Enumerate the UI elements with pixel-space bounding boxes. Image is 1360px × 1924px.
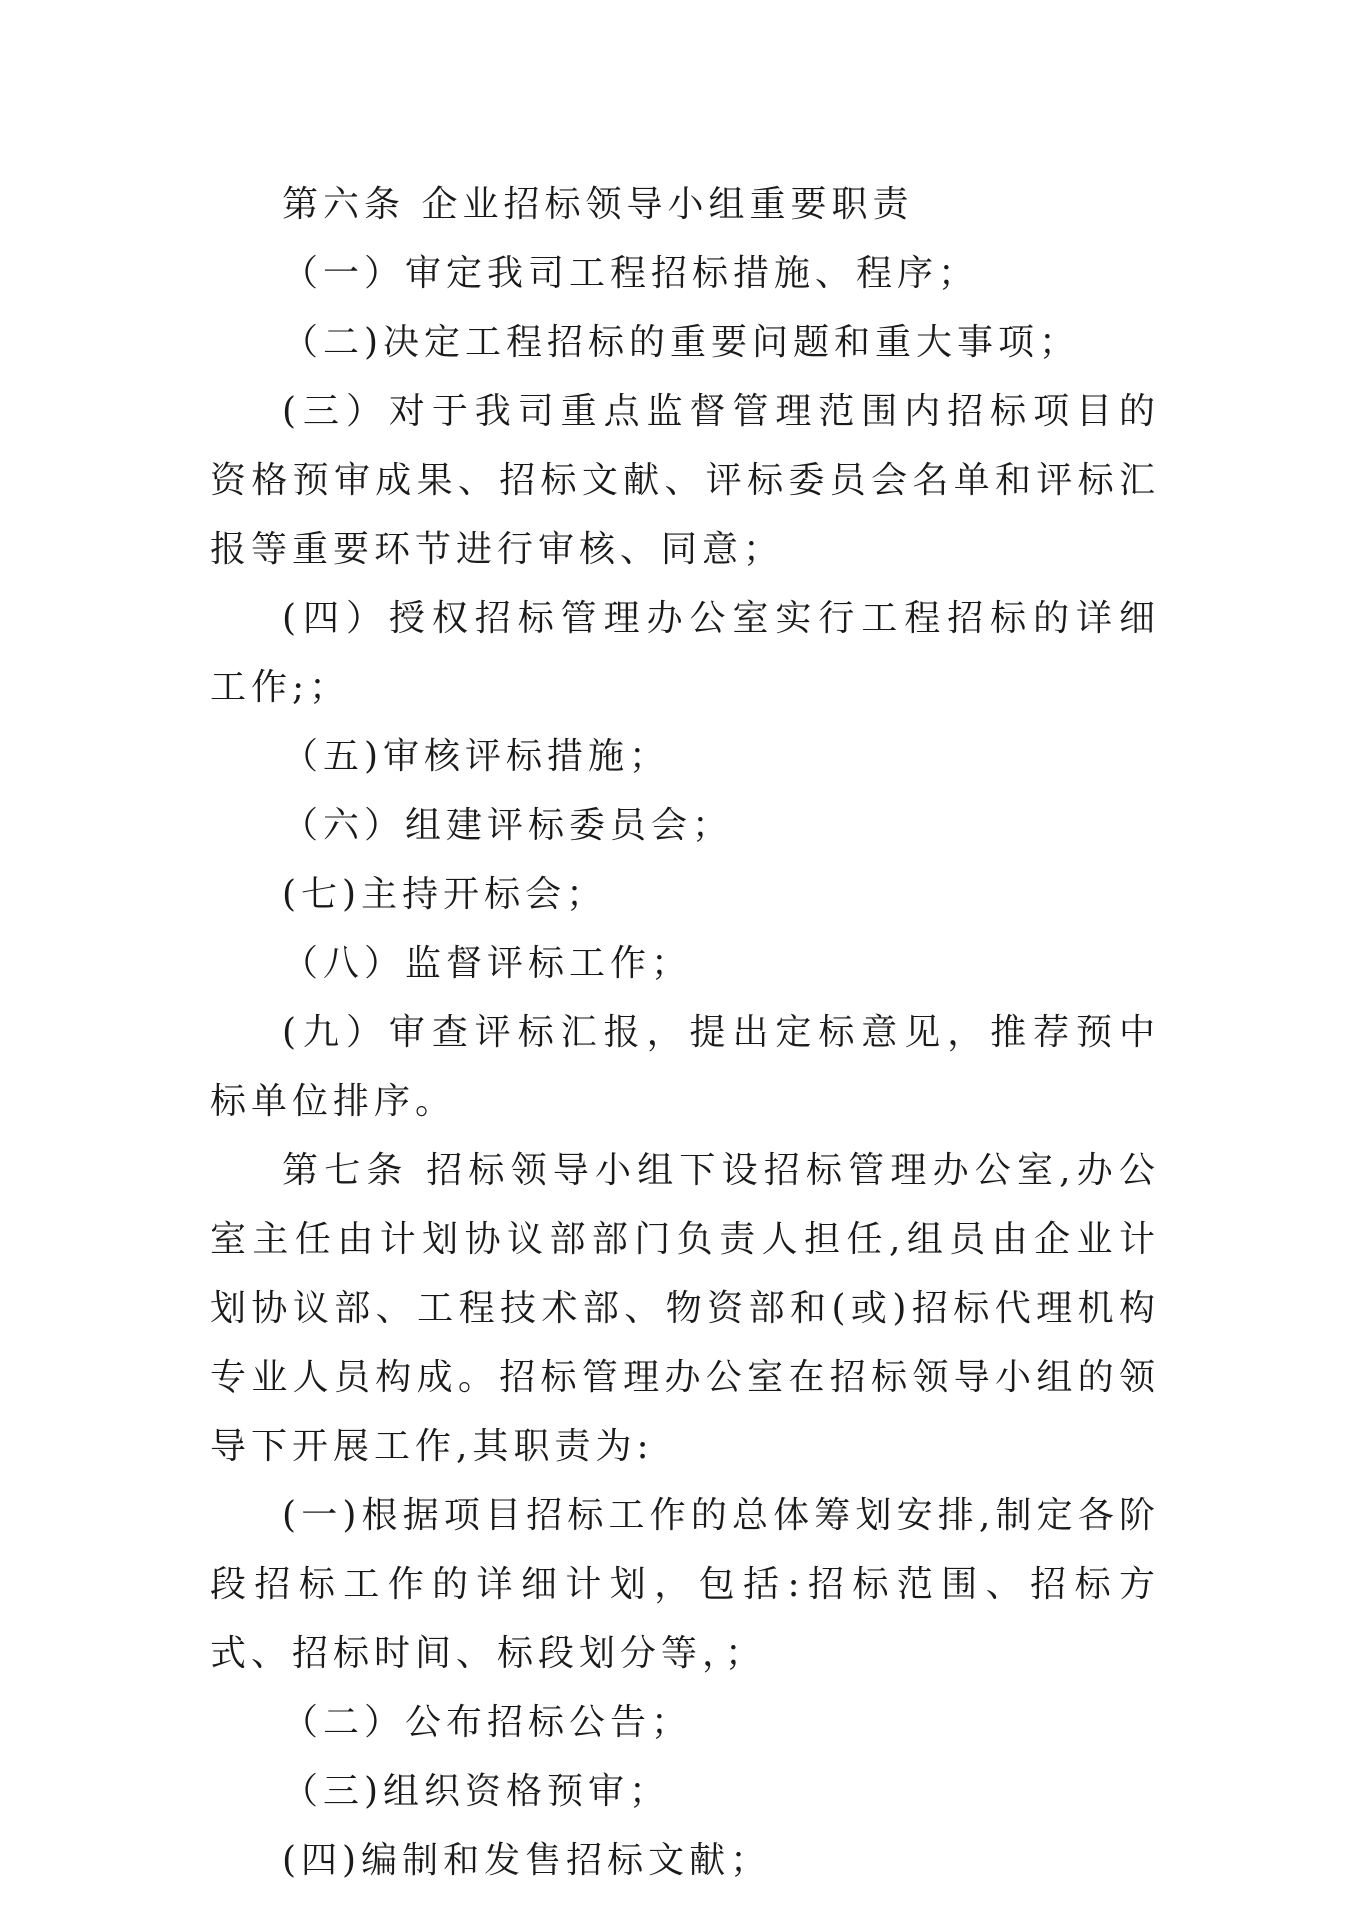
article-7-item-3: （三)组织资格预审； <box>282 1771 671 1812</box>
article-6-item-7: (七)主持开标会； <box>282 874 608 915</box>
document-body <box>210 170 1160 1895</box>
article-6-item-8: （八）监督评标工作； <box>282 943 693 984</box>
article-6-item-4: (四）授权招标管理办公室实行工程招标的详细工作;； <box>210 598 1160 708</box>
article-6-item-1: （一）审定我司工程招标措施、程序； <box>282 253 980 294</box>
article-6-heading: 第六条 企业招标领导小组重要职责 <box>282 184 914 225</box>
article-6-item-2: （二)决定工程招标的重要问题和重大事项； <box>282 322 1081 363</box>
article-7-item-2: （二）公布招标公告； <box>282 1702 693 1743</box>
article-6-item-6: （六）组建评标委员会； <box>282 805 734 846</box>
article-7-item-1: (一)根据项目招标工作的总体筹划安排,制定各阶段招标工作的详细计划，包括:招标范围、招标方式、招标时间、标段划分等，； <box>210 1495 1160 1674</box>
article-7-item-4: (四)编制和发售招标文献； <box>282 1840 772 1881</box>
article-7-paragraph: 第七条 招标领导小组下设招标管理办公室,办公室主任由计划协议部部门负责人担任,组员由企业计划协议部、工程技术部、物资部和(或)招标代理机构专业人员构成。招标管理办公室在招标领导小组的领导下开展工作,其职责为: <box>210 1150 1160 1467</box>
article-6-item-5: （五)审核评标措施； <box>282 736 671 777</box>
article-6-item-9: (九）审查评标汇报，提出定标意见，推荐预中标单位排序。 <box>210 1012 1160 1122</box>
article-6-item-3: (三）对于我司重点监督管理范围内招标项目的资格预审成果、招标文献、评标委员会名单和评标汇报等重要环节进行审核、同意； <box>210 391 1160 570</box>
